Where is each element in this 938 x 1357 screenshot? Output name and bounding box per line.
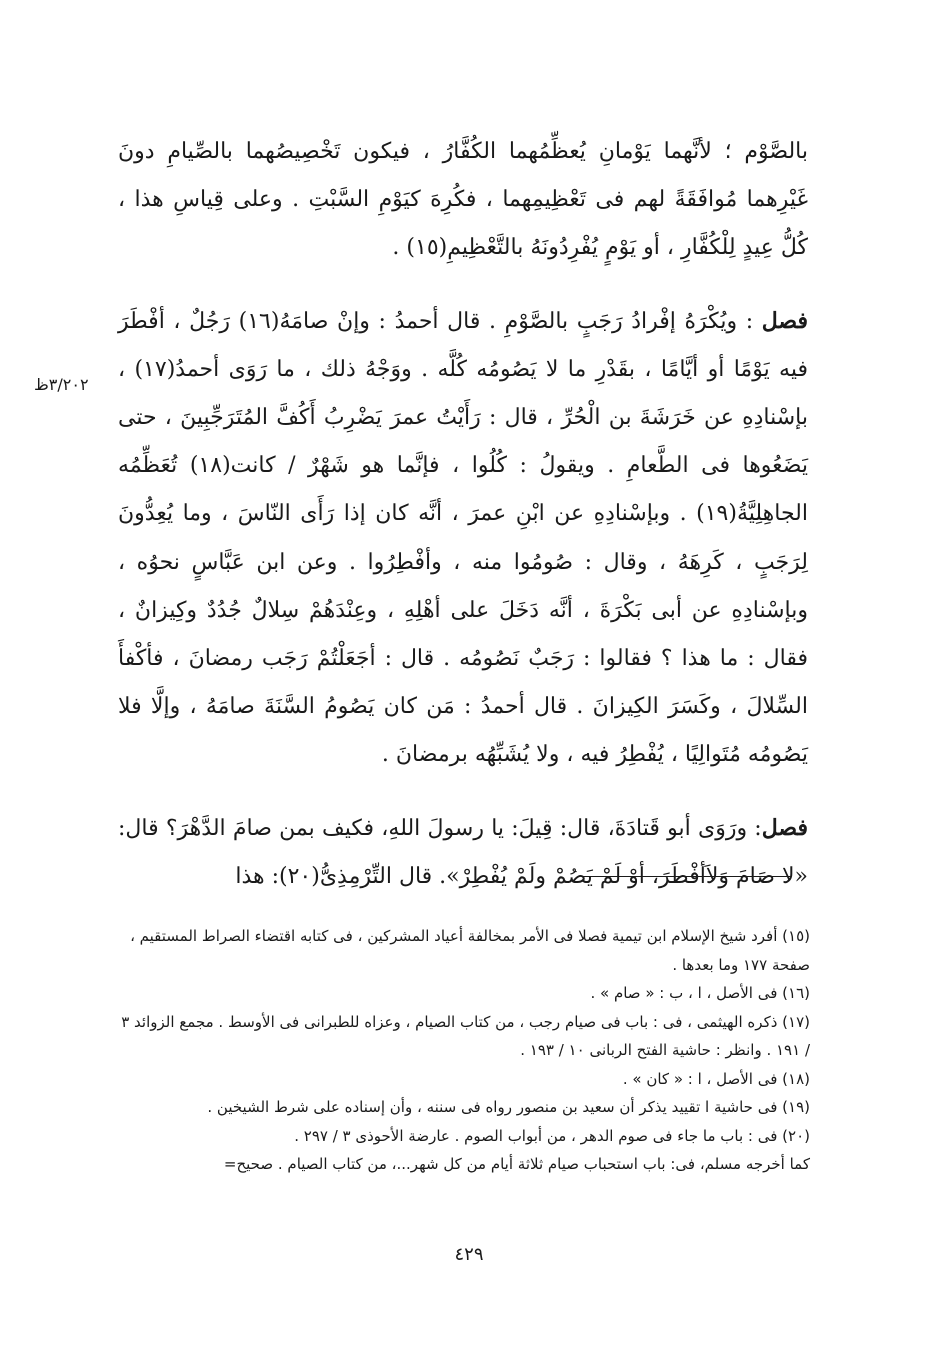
margin-manuscript-note: ٣/٢٠٢ظ <box>34 375 89 394</box>
footnote-15: (١٥) أفرد شيخ الإسلام ابن تيمية فصلا فى الأمر بمخالفة أعياد المشركين ، فى كتابه اقتضاء الصراط المستقيم ، صفحة ١٧٧ وما بعدها . <box>130 927 810 974</box>
footnotes <box>115 922 810 1179</box>
footnote-16: (١٦) فى الأصل ، ا ، ب : « صام » . <box>590 984 810 1002</box>
paragraph-3-text: : ورَوَى أبو قَتادَةَ، قال: قِيلَ: يا رسولَ اللهِ، فكيف بمن صامَ الدَّهْرَ؟ قال: «لا صَامَ وَلاَأفْطَرَ، أوْ لَمْ يَصُمْ ولَمْ يُفْطِرْ». قال التِّرْمِذِىُّ(٢٠): هذا <box>118 815 808 889</box>
footnote-20-continuation: كما أخرجه مسلم، فى: باب استحباب صيام ثلاثة أيام من كل شهر...، من كتاب الصيام . صحيح= <box>223 1155 810 1173</box>
footnote-18: (١٨) فى الأصل ، ا : « كان » . <box>622 1069 810 1088</box>
footnote-20: (٢٠) فى : باب ما جاء فى صوم الدهر ، من أبواب الصوم . عارضة الأحوذى ٣ / ٢٩٧ . <box>294 1126 810 1145</box>
main-text <box>118 128 808 901</box>
page-number: ٤٢٩ <box>454 1244 484 1265</box>
section-heading-fasl-2: فصل <box>761 814 808 841</box>
footnote-19: (١٩) فى حاشية ا تقييد يذكر أن سعيد بن منصور رواه فى سننه ، وأن إسناده على شرط الشيخين . <box>207 1098 810 1116</box>
paragraph-1: بالصَّوْم ؛ لأنَّهما يَوْمانِ يُعظِّمُهما الكُفَّارُ ، فيكون تَخْصِيصُهما بالصِّيامِ دونَ غَيْرِهما مُوافَقَةً لهم فى تَعْظِيمِهما ، فكُرِهَ كيَوْمِ السَّبْتِ . وعلى قِياسِ هذا ، كُلُّ عِيدٍ لِلْكُفَّارِ ، أو يَوْمٍ يُفْرِدُونَهُ بالتَّعْظِيمِ(١٥) . <box>118 139 808 261</box>
paragraph-2 <box>118 297 808 780</box>
section-heading-fasl: فصل <box>761 307 808 334</box>
footnote-17: (١٧) ذكره الهيثمى ، فى : باب فى صيام رجب ، من كتاب الصيام ، وعزاه للطبرانى فى الأوسط . مجمع الزوائد ٣ / ١٩١ . وانظر : حاشية الفتح الربانى ١٠ / ١٩٣ . <box>121 1012 810 1059</box>
footnote-separator <box>583 876 791 877</box>
paragraph-3 <box>118 804 808 901</box>
paragraph-2-text: : ويُكْرَهُ إفْرادُ رَجَبٍ بالصَّوْمِ . قال أحمدُ : وإنْ صامَهُ(١٦) رَجُلٌ ، أفْطَرَ فيه يَوْمًا أو أيَّامًا ، بقَدْرِ ما لا يَصُومُه كُلَّه . ووَجْهُ ذلك ، ما رَوَى أحمدُ(١٧) ، بإسْنادِهِ عن خَرَشَةَ بن الْحُرِّ ، قال : رَأَيْتُ عمرَ يَضْرِبُ أَكُفَّ المُتَرَجِّبِينَ ، حتى يَضَعُوها فى الطَّعامِ . ويقولُ : كُلُوا ، فإنَّما هو شَهْرٌ / كانت(١٨) تُعَظِّمُه الجاهِلِيَّةُ(١٩) . وبإسْنادِهِ عن ابْنِ عمرَ ، أنَّه كان إذا رَأَى النّاسَ ، وما يُعِدُّونَ لِرَجَبٍ ، كَرِهَهُ ، وقال : صُومُوا منه ، وأفْطِرُوا . وعن ابن عَبَّاسٍ نحوُه ، وبإسْنادِهِ عن أبى بَكْرَةَ ، أنَّه دَخَلَ على أهْلِهِ ، وعِنْدَهُمْ سِلالٌ جُدُدٌ وكِيزانٌ ، فقال : ما هذا ؟ فقالوا : رَجَبٌ نَصُومُه . قال : أجَعَلْتُمْ رَجَب رمضانَ ، فأكْفأَ السِّلالَ ، وكَسَرَ الكِيزانَ . قال أحمدُ : مَن كان يَصُومُ السَّنَةَ صامَهُ ، وإلَّا فلا يَصُومُه مُتَوالِيًا ، يُفْطِرُ فيه ، ولا يُشَبِّهُه برمضانَ . <box>118 308 808 768</box>
